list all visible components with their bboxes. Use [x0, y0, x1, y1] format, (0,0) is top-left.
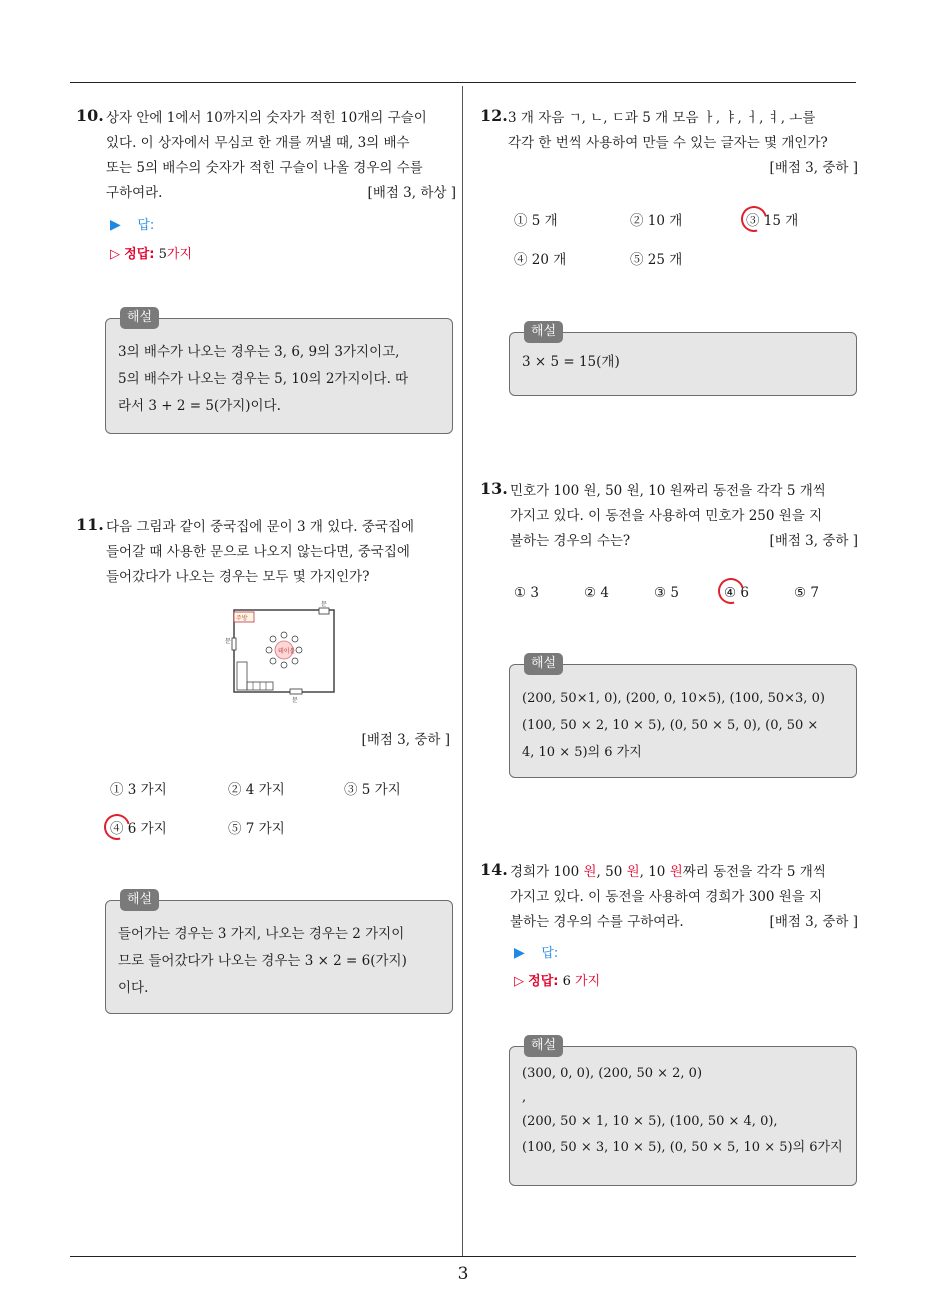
explanation-tag: 해설 [120, 889, 159, 911]
page-number: 3 [457, 1264, 469, 1284]
table-label: 테이블 [278, 648, 296, 655]
door-label: 문 [321, 601, 327, 608]
question-number: 14. [480, 860, 508, 879]
score-label: [배점 3, 중하 ] [361, 732, 450, 748]
door-label: 문 [292, 697, 298, 704]
answer-circle-mark [99, 809, 135, 845]
explanation-box: 해설 들어가는 경우는 3 가지, 나오는 경우는 2 가지이 므로 들어갔다가 나오는 경우는 3 × 2 = 6(가지) 이다. [105, 900, 453, 1014]
correct-answer: ▷ 정답: 6 가지 [514, 974, 601, 989]
choice-4[interactable]: ④ 6 [724, 585, 749, 601]
choice-3[interactable]: ③ 5 가지 [344, 782, 401, 798]
question-text: 상자 안에 1에서 10까지의 숫자가 적힌 10개의 구슬이 있다. 이 상자에서 무심코 한 개를 꺼낼 때, 3의 배수 또는 5의 배수의 숫자가 적힌 구슬이 나올 경우의 수를 구하여라. [배점 3, 하상 ] [106, 106, 456, 206]
question-number: 13. [480, 479, 508, 498]
answer-circle-mark [736, 201, 772, 237]
answer-line: ▶ 답: [514, 945, 559, 961]
choice-2[interactable]: ② 4 가지 [228, 782, 285, 798]
choice-4[interactable]: ④ 6 가지 [110, 821, 167, 837]
score-label: [배점 3, 중하 ] [769, 914, 858, 930]
question-number: 11. [76, 515, 104, 534]
choice-4[interactable]: ④ 20 개 [514, 252, 567, 268]
outline-triangle-icon: ▷ [514, 974, 524, 989]
choice-2[interactable]: ② 4 [584, 585, 609, 601]
explanation-box: 해설 (200, 50×1, 0), (200, 0, 10×5), (100, 50×3, 0) (100, 50 × 2, 10 × 5), (0, 50 × 5, 0), (0, 50 × 4, 10 × 5)의 6 가지 [509, 664, 857, 778]
question-text: 3 개 자음 ㄱ, ㄴ, ㄷ과 5 개 모음 ㅏ, ㅑ, ㅓ, ㅕ, ㅗ를 각각 한 번씩 사용하여 만들 수 있는 글자는 몇 개인가? [배점 3, 중하 ] [508, 106, 858, 181]
choice-5[interactable]: ⑤ 7 가지 [228, 821, 285, 837]
column-divider [462, 86, 463, 1256]
answer-line: ▶ 답: [110, 217, 155, 233]
play-icon: ▶ [110, 217, 121, 233]
choice-5[interactable]: ⑤ 25 개 [630, 252, 683, 268]
question-number: 10. [76, 106, 104, 125]
explanation-tag: 해설 [524, 1035, 563, 1057]
play-icon: ▶ [514, 945, 525, 961]
choice-5[interactable]: ⑤ 7 [794, 585, 819, 601]
outline-triangle-icon: ▷ [110, 247, 120, 262]
bottom-rule [70, 1256, 856, 1257]
choice-1[interactable]: ① 3 [514, 585, 539, 601]
choice-3[interactable]: ③ 15 개 [746, 213, 799, 229]
explanation-tag: 해설 [120, 307, 159, 329]
question-number: 12. [480, 106, 508, 125]
question-text: 민호가 100 원, 50 원, 10 원짜리 동전을 각각 5 개씩 가지고 있다. 이 동전을 사용하여 민호가 250 원을 지 불하는 경우의 수는? [배점 3, 중하 ] [510, 479, 858, 554]
choice-2[interactable]: ② 10 개 [630, 213, 683, 229]
choice-1[interactable]: ① 3 가지 [110, 782, 167, 798]
explanation-tag: 해설 [524, 653, 563, 675]
explanation-tag: 해설 [524, 321, 563, 343]
top-rule [70, 82, 856, 83]
explanation-box: 해설 3 × 5 = 15(개) [509, 332, 857, 396]
restaurant-floor-plan [224, 598, 340, 704]
score-label: [배점 3, 중하 ] [769, 533, 858, 549]
score-label: [배점 3, 하상 ] [367, 185, 456, 201]
kitchen-label: 주방 [236, 615, 248, 622]
answer-circle-mark [713, 573, 749, 609]
score-label: [배점 3, 중하 ] [769, 160, 858, 176]
choice-3[interactable]: ③ 5 [654, 585, 679, 601]
choice-1[interactable]: ① 5 개 [514, 213, 558, 229]
question-text: 경희가 100 원, 50 원, 10 원짜리 동전을 각각 5 개씩 가지고 있다. 이 동전을 사용하여 경희가 300 원을 지 불하는 경우의 수를 구하여라. [배점 3, 중하 ] [510, 860, 858, 935]
explanation-box: 해설 3의 배수가 나오는 경우는 3, 6, 9의 3가지이고, 5의 배수가 나오는 경우는 5, 10의 2가지이다. 따 라서 3 + 2 = 5(가지)이다. [105, 318, 453, 434]
door-label: 문 [225, 638, 231, 645]
question-text: 다음 그림과 같이 중국집에 문이 3 개 있다. 중국집에 들어갈 때 사용한 문으로 나오지 않는다면, 중국집에 들어갔다가 나오는 경우는 모두 몇 가지인가? [106, 519, 415, 585]
correct-answer: ▷ 정답: 5가지 [110, 247, 193, 262]
explanation-box: 해설 (300, 0, 0), (200, 50 × 2, 0) , (200, 50 × 1, 10 × 5), (100, 50 × 4, 0), (100, 50 × 3, 10 × 5), (0, 50 × 5, 10 × 5)의 6가지 [509, 1046, 857, 1186]
